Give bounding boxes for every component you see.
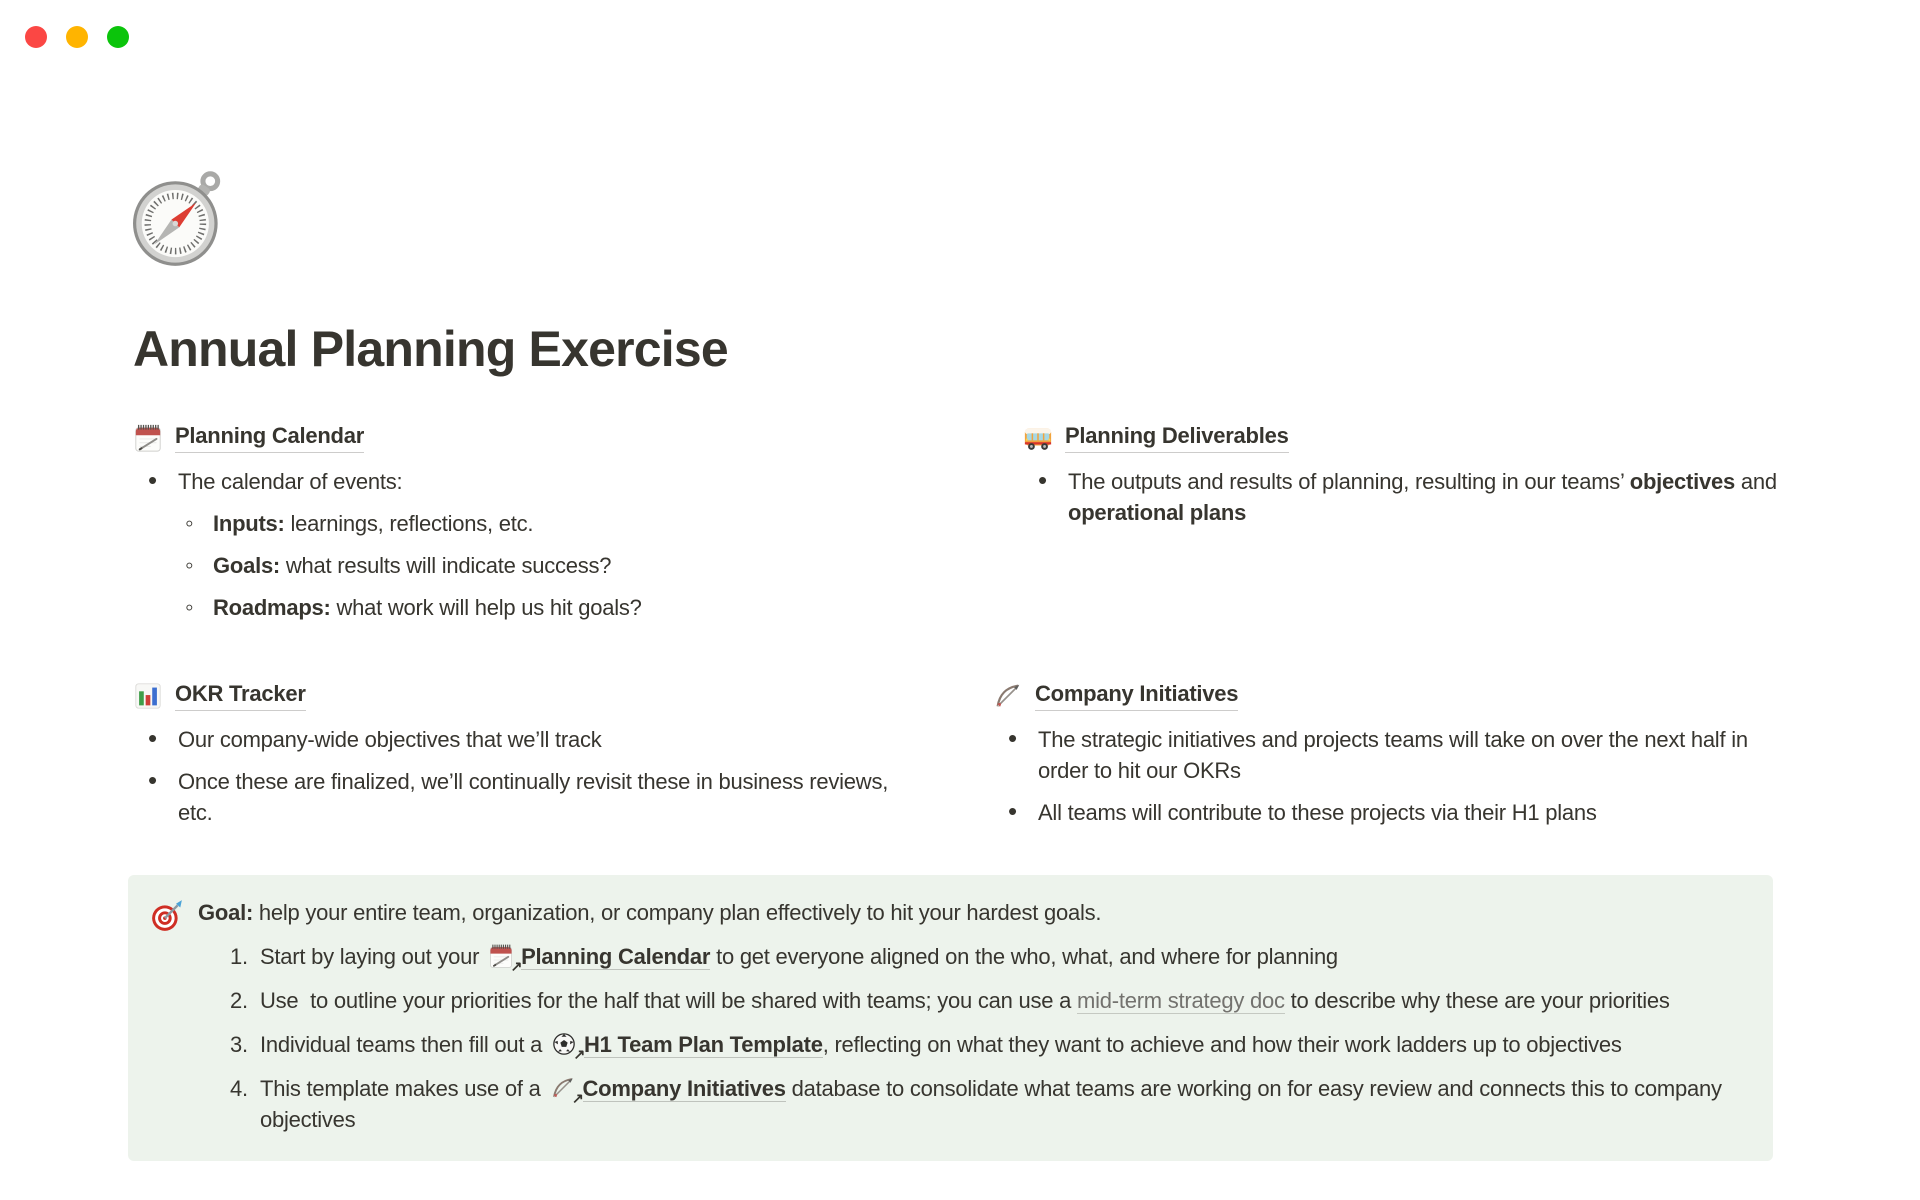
window-controls [25, 26, 129, 48]
section-planning-deliverables [1023, 420, 1800, 539]
okr-tracker-header [133, 678, 905, 714]
close-button[interactable] [25, 26, 47, 48]
planning-calendar-inline-link[interactable]: Planning Calendar [521, 944, 711, 969]
spiral-calendar-icon [488, 943, 523, 974]
step-number: 4. [230, 1076, 248, 1101]
planning-deliverables-header [1023, 420, 1800, 456]
step-number: 2. [230, 988, 248, 1013]
h1-team-plan-template-link[interactable]: H1 Team Plan Template [584, 1032, 823, 1057]
minimize-button[interactable] [66, 26, 88, 48]
company-initiatives-inline-link[interactable]: Company Initiatives [582, 1076, 786, 1101]
planning-calendar-header [133, 420, 905, 456]
bus-icon [1023, 423, 1053, 453]
callout-step-1: 1. Start by laying out your ↗ Planning Calendar to get everyone aligned on the who, what, and where for planning [198, 941, 1743, 972]
step-number: 1. [230, 944, 248, 969]
list-item: • Once these are finalized, we’ll continually revisit these in business reviews, etc. [133, 766, 905, 828]
bow-and-arrow-icon [993, 681, 1023, 711]
bow-and-arrow-icon [550, 1075, 584, 1106]
list-item: • The calendar of events: [133, 466, 905, 497]
list-item: ◦ Inputs: learnings, reflections, etc. [133, 508, 905, 539]
target-dart-icon [150, 899, 184, 933]
list-item: ◦ Goals: what results will indicate success? [133, 550, 905, 581]
company-initiatives-list [993, 724, 1800, 828]
goal-callout [128, 875, 1773, 1161]
section-okr-tracker [133, 678, 905, 839]
bar-chart-icon [133, 681, 163, 711]
planning-deliverables-list [1023, 466, 1800, 528]
list-item: • Our company-wide objectives that we’ll track [133, 724, 905, 755]
zoom-button[interactable] [107, 26, 129, 48]
okr-tracker-page-link[interactable]: OKR Tracker [175, 681, 306, 711]
compass-icon [133, 166, 225, 270]
okr-tracker-list [133, 724, 905, 828]
soccer-ball-icon [551, 1031, 586, 1062]
planning-deliverables-page-link[interactable]: Planning Deliverables [1065, 423, 1289, 453]
callout-step-3: 3. Individual teams then fill out a ↗ H1 Team Plan Template, reflecting on what they want to achieve and how their work ladders up to objectives [198, 1029, 1743, 1060]
goal-statement: Goal: help your entire team, organization, or company plan effectively to hit your hardest goals. [198, 900, 1102, 925]
section-company-initiatives [993, 678, 1800, 839]
section-planning-calendar [133, 420, 905, 634]
planning-calendar-page-link[interactable]: Planning Calendar [175, 423, 364, 453]
page-link-arrow-icon: ↗ [573, 1046, 586, 1062]
mid-term-strategy-doc-link[interactable]: mid-term strategy doc [1077, 988, 1285, 1013]
callout-step-4: 4. This template makes use of a ↗ Company Initiatives database to consolidate what teams are working on for easy review and connects this to company objectives [198, 1073, 1743, 1135]
list-item: • The strategic initiatives and projects teams will take on over the next half in order to hit our OKRs [993, 724, 1800, 786]
list-item: • All teams will contribute to these projects via their H1 plans [993, 797, 1800, 828]
planning-calendar-list [133, 466, 905, 623]
callout-step-2: 2. Use to outline your priorities for the half that will be shared with teams; you can use a mid-term strategy doc to describe why these are your priorities [198, 985, 1743, 1016]
step-number: 3. [230, 1032, 248, 1057]
list-item: • The outputs and results of planning, resulting in our teams’ objectives and operational plans [1023, 466, 1800, 528]
list-item: ◦ Roadmaps: what work will help us hit goals? [133, 592, 905, 623]
two-column-layout [133, 420, 1800, 839]
company-initiatives-page-link[interactable]: Company Initiatives [1035, 681, 1238, 711]
page-link-arrow-icon: ↗ [510, 958, 523, 974]
company-initiatives-header [993, 678, 1800, 714]
page-link-arrow-icon: ↗ [572, 1090, 584, 1106]
compass-page-icon[interactable] [133, 166, 225, 270]
page-title: Annual Planning Exercise [133, 321, 728, 377]
goal-callout-body [198, 897, 1743, 1135]
planning-steps-list [198, 941, 1743, 1135]
spiral-calendar-icon [133, 423, 163, 453]
